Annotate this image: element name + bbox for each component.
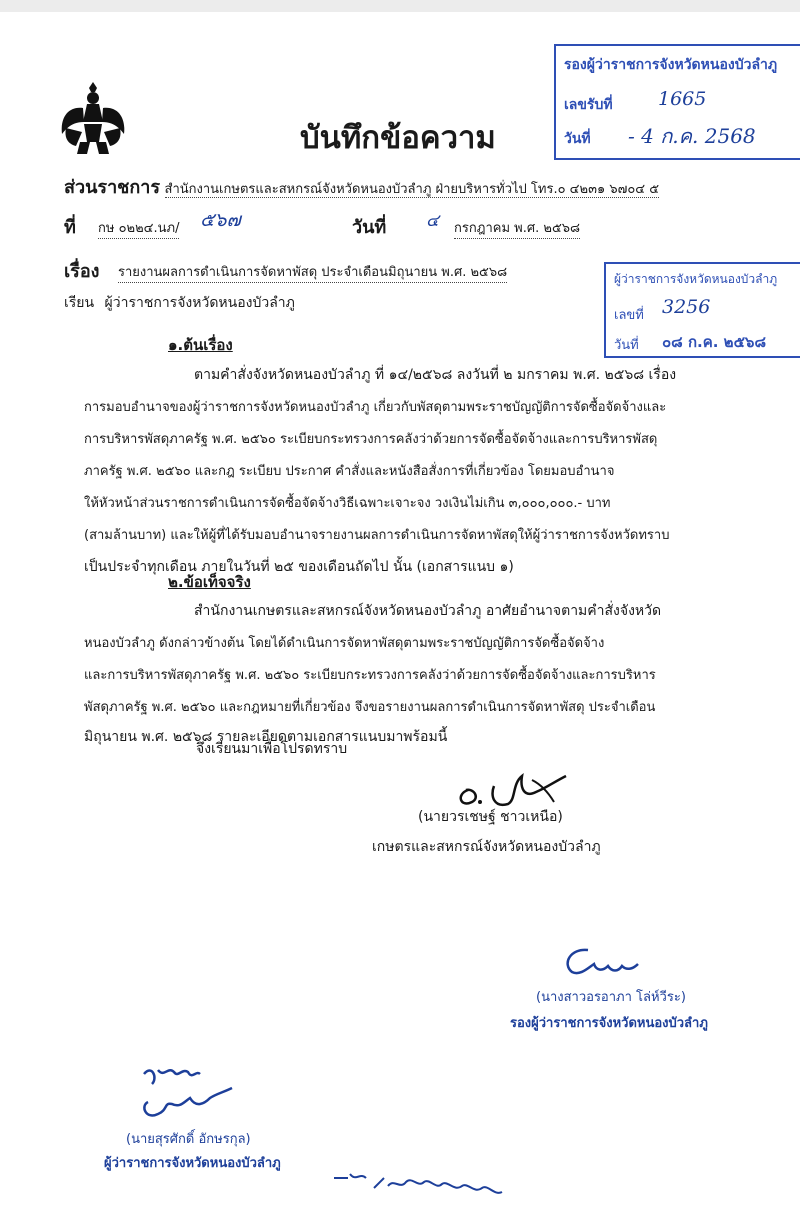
section1-heading: ๑.ต้นเรื่อง (168, 336, 233, 354)
agency-row (64, 172, 659, 201)
governor-receipt-stamp (604, 262, 800, 358)
side-stamp-no-value: 3256 (662, 296, 711, 318)
section2-line: มิถุนายน พ.ศ. ๒๕๖๘ รายละเอียดตามเอกสารแนบมาพร้อมนี้ (84, 729, 448, 745)
section2-line: สำนักงานเกษตรและสหกรณ์จังหวัดหนองบัวลำภู อาศัยอำนาจตามคำสั่งจังหวัด (194, 603, 662, 619)
date-day-handwritten: ๔ (426, 211, 439, 231)
section1-line: เป็นประจำทุกเดือน ภายในวันที่ ๒๕ ของเดือนถัดไป นั้น (เอกสารแนบ ๑) (84, 559, 514, 575)
signatory2-name: (นางสาวอรอาภา โล่ห์วีระ) (536, 990, 686, 1005)
memo-title: บันทึกข้อความ (300, 120, 496, 156)
salutation-label: เรียน (64, 295, 95, 311)
salutation (64, 292, 295, 314)
salutation-value: ผู้ว่าราชการจังหวัดหนองบัวลำภู (104, 295, 295, 311)
section1-line: (สามล้านบาท) และให้ผู้ที่ได้รับมอบอำนาจรายงานผลการดำเนินการจัดหาพัสดุให้ผู้ว่าราชการจังหวัดทราบ (84, 528, 670, 543)
signatory3-position: ผู้ว่าราชการจังหวัดหนองบัวลำภู (104, 1156, 281, 1171)
ref-handwritten-number: ๕๖๗ (200, 209, 241, 231)
handwritten-note (330, 1168, 510, 1208)
side-stamp-office: ผู้ว่าราชการจังหวัดหนองบัวลำภู (614, 272, 778, 286)
signatory3-name: (นายสุรศักดิ์ อักษรกุล) (126, 1132, 251, 1147)
section1-line: ตามคำสั่งจังหวัดหนองบัวลำภู ที่ ๑๔/๒๕๖๘ ลงวันที่ ๒ มกราคม พ.ศ. ๒๕๖๘ เรื่อง (194, 367, 677, 383)
top-edge (0, 0, 800, 12)
section2-heading: ๒.ข้อเท็จจริง (168, 573, 251, 591)
date-label: วันที่ (352, 217, 387, 238)
ref-value: กษ ๐๒๒๔.นภ/ (98, 217, 179, 239)
date-rest: กรกฎาคม พ.ศ. ๒๕๖๘ (454, 217, 580, 239)
subject-label: เรื่อง (64, 261, 100, 282)
section2-line: พัสดุภาครัฐ พ.ศ. ๒๕๖๐ และกฎหมายที่เกี่ยวข้อง จึงขอรายงานผลการดำเนินการจัดหาพัสดุ ประจำเดือน (84, 700, 656, 715)
receipt-stamp (554, 44, 800, 160)
receipt-date-label: วันที่ (564, 131, 591, 147)
side-stamp-date-label: วันที่ (614, 338, 639, 353)
section2-line: หนองบัวลำภู ดังกล่าวข้างต้น โดยได้ดำเนินการจัดหาพัสดุตามพระราชบัญญัติการจัดซื้อจัดจ้าง (84, 636, 605, 651)
section1-line: ภาครัฐ พ.ศ. ๒๕๖๐ และกฎ ระเบียบ ประกาศ คำสั่งและหนังสือสั่งการที่เกี่ยวข้อง โดยมอบอำนาจ (84, 464, 615, 479)
section1-line: ให้หัวหน้าส่วนราชการดำเนินการจัดซื้อจัดจ้างวิธีเฉพาะเจาะจง วงเงินไม่เกิน ๓,๐๐๐,๐๐๐.- บาท (84, 496, 611, 511)
section1-line: การมอบอำนาจของผู้ว่าราชการจังหวัดหนองบัวลำภู เกี่ยวกับพัสดุตามพระราชบัญญัติการจัดซื้อจัดจ้างและ (84, 400, 667, 415)
section1-line: การบริหารพัสดุภาครัฐ พ.ศ. ๒๕๖๐ ระเบียบกระทรวงการคลังว่าด้วยการจัดซื้อจัดจ้างและการบริหารพัสดุ (84, 432, 658, 447)
receipt-date-value: - 4 ก.ค. 2568 (628, 124, 756, 148)
agency-value: สำนักงานเกษตรและสหกรณ์จังหวัดหนองบัวลำภู ฝ่ายบริหารทั่วไป โทร.๐ ๔๒๓๑ ๖๗๐๔ ๕ (164, 182, 660, 197)
receipt-no-value: 1665 (658, 88, 707, 110)
subject-value: รายงานผลการดำเนินการจัดหาพัสดุ ประจำเดือนมิถุนายน พ.ศ. ๒๕๖๘ (118, 261, 507, 283)
side-stamp-no-label: เลขที่ (614, 308, 644, 323)
signature-3 (134, 1058, 254, 1138)
signatory1-name: (นายวรเชษฐ์ ชาวเหนือ) (418, 809, 563, 825)
closing-text: จึงเรียนมาเพื่อโปรดทราบ (196, 741, 348, 757)
receipt-stamp-office: รองผู้ว่าราชการจังหวัดหนองบัวลำภู (564, 57, 778, 73)
section2-line: และการบริหารพัสดุภาครัฐ พ.ศ. ๒๕๖๐ ระเบียบกระทรวงการคลังว่าด้วยการจัดซื้อจัดจ้างและการบริหาร (84, 668, 656, 683)
side-stamp-date-value: ๐๘ ก.ค. ๒๕๖๘ (662, 333, 767, 351)
signatory1-position: เกษตรและสหกรณ์จังหวัดหนองบัวลำภู (372, 839, 601, 855)
signatory2-position: รองผู้ว่าราชการจังหวัดหนองบัวลำภู (510, 1016, 708, 1031)
ref-label: ที่ (64, 217, 76, 238)
receipt-no-label: เลขรับที่ (564, 97, 613, 113)
signature-2 (558, 942, 658, 982)
agency-label: ส่วนราชการ (64, 177, 161, 198)
garuda-emblem (58, 78, 128, 158)
